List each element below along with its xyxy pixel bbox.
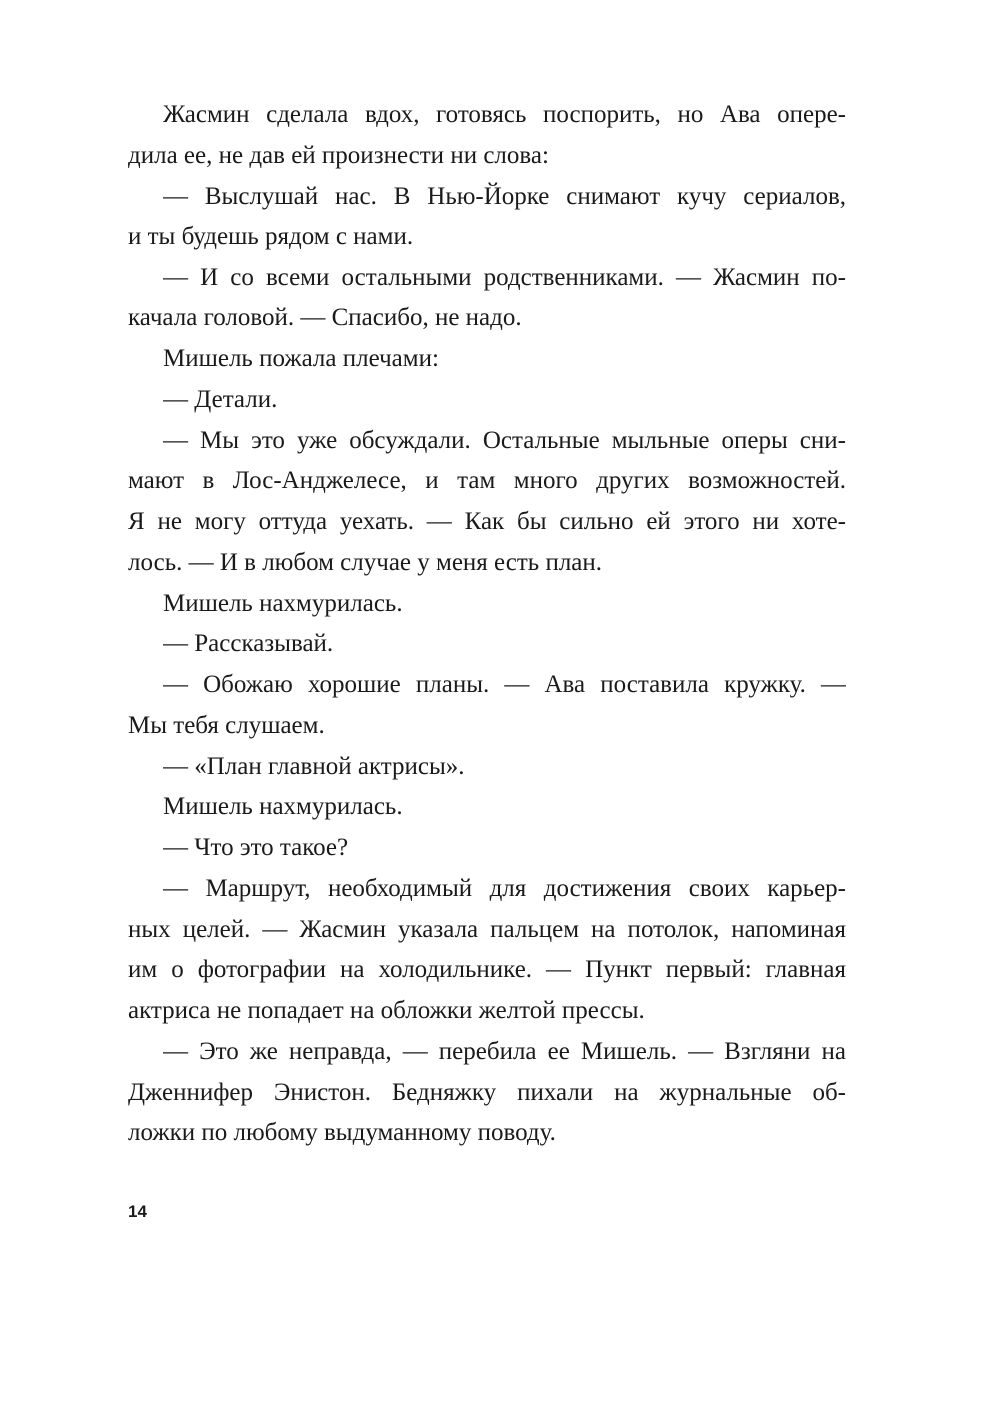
page-number: 14	[128, 1202, 147, 1221]
text-line: дила ее, не дав ей произнести ни слова:	[128, 142, 549, 169]
text-line: Мишель нахмурилась.	[163, 590, 403, 617]
text-line: Мишель пожала плечами:	[163, 345, 439, 372]
text-line: Жасмин сделала вдох, готовясь поспорить, но Ава опере-	[163, 101, 846, 128]
text-line: качала головой. — Спасибо, не надо.	[128, 304, 522, 331]
text-line: и ты будешь рядом с нами.	[128, 223, 414, 250]
text-line: — Выслушай нас. В Нью-Йорке снимают кучу сериалов,	[163, 183, 846, 210]
text-line: Мы тебя слушаем.	[128, 712, 325, 739]
text-line: Дженнифер Энистон. Бедняжку пихали на журнальные об-	[128, 1079, 846, 1106]
text-line: — Мы это уже обсуждали. Остальные мыльные оперы сни-	[163, 427, 846, 454]
text-line: — Обожаю хорошие планы. — Ава поставила кружку. —	[163, 671, 846, 698]
text-line: — Что это такое?	[163, 834, 349, 861]
text-line: мают в Лос-Анджелесе, и там много других возможностей.	[128, 467, 846, 494]
text-line: — Маршрут, необходимый для достижения своих карьер-	[163, 875, 846, 902]
text-line: ных целей. — Жасмин указала пальцем на потолок, напоминая	[128, 916, 846, 943]
text-line: — «План главной актрисы».	[163, 753, 465, 780]
text-line: Мишель нахмурилась.	[163, 793, 403, 820]
text-line: — Детали.	[163, 386, 278, 413]
text-line: лось. — И в любом случае у меня есть план.	[128, 549, 603, 576]
text-line: — И со всеми остальными родственниками. — Жасмин по-	[163, 264, 846, 291]
text-line: им о фотографии на холодильнике. — Пункт первый: главная	[128, 956, 846, 983]
text-line: — Это же неправда, — перебила ее Мишель. — Взгляни на	[163, 1038, 846, 1065]
text-line: ложки по любому выдуманному поводу.	[128, 1119, 556, 1146]
text-line: актриса не попадает на обложки желтой прессы.	[128, 997, 645, 1024]
text-line: Я не могу оттуда уехать. — Как бы сильно ей этого ни хоте-	[128, 508, 846, 535]
text-line: — Рассказывай.	[163, 630, 334, 657]
